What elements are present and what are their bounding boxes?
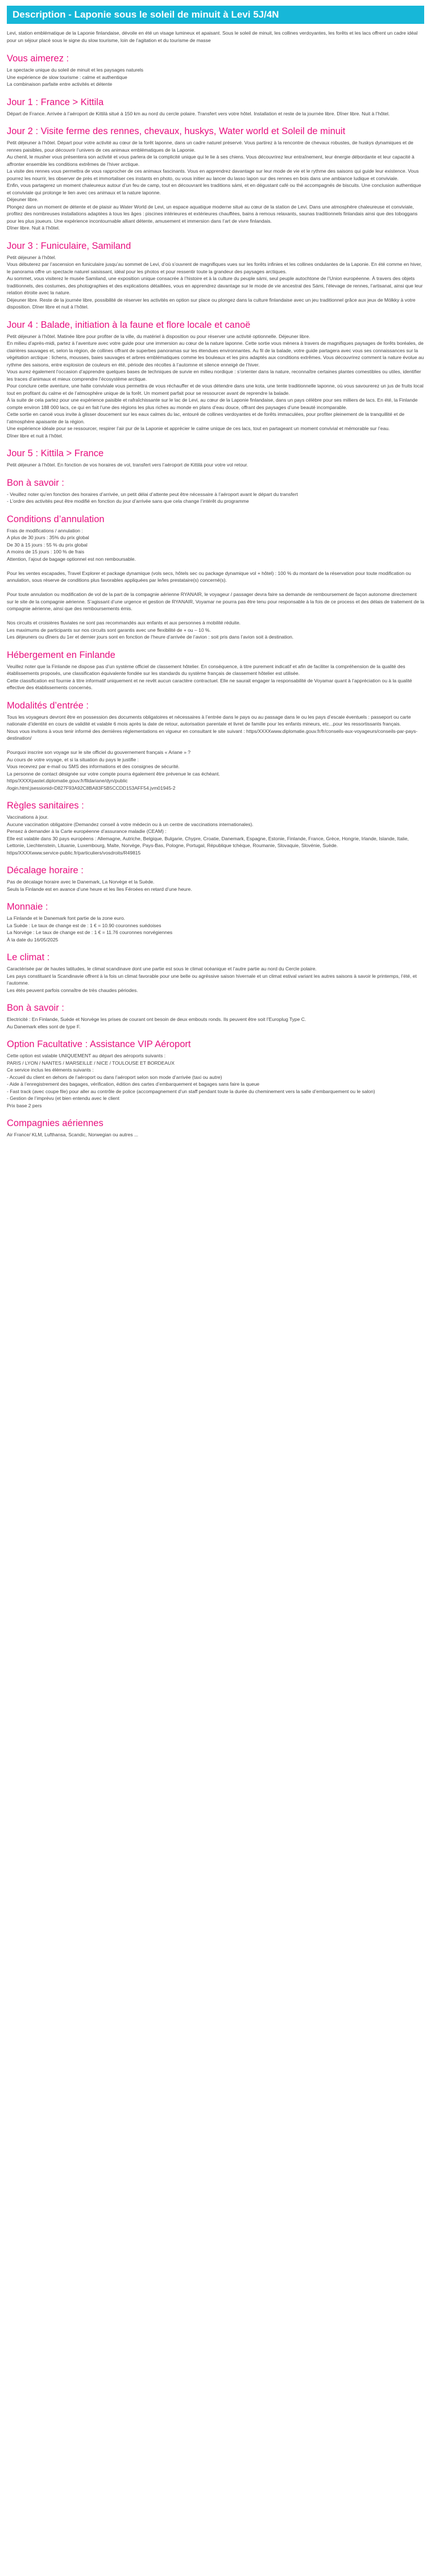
- text-line: Petit déjeuner à l’hôtel. Matinée libre pour profiter de la ville, du matériel à disposition ou pour réserver une activité optionnelle. Déjeuner libre.: [7, 333, 310, 339]
- text-line: Dîner libre. Nuit à l’hôtel.: [7, 225, 60, 231]
- section: [7, 801, 424, 856]
- text-line: À la suite de cela partez pour une expérience paisible et rafraîchissante sur le lac de Levi, au cœur de la Laponie finlandaise, dans un pays célèbre pour ses milliers de lacs. En été, la Finlande compte environ 188 000 lacs, ce qui en fait l’une des régions les plus riches au monde en plans d’eau douce, offrant des paysages d’une beauté incomparable.: [7, 397, 418, 410]
- text-line: Electricité : En Finlande, Suède et Norvège les prises de courant ont besoin de deux embouts ronds. Ils peuvent être soit l’Europlug Type C.: [7, 1016, 306, 1022]
- section-title: Jour 3 : Funiculaire, Samiland: [7, 240, 131, 251]
- section: [7, 241, 424, 311]
- text-line: Tous les voyageurs devront être en possession des documents obligatoires et nécessaires à l’entrée dans le pays ou au passage dans le ou les pays d’escale éventuels : passeport ou carte nationale d’identité en cours de validité et valable 6 mois après la date de retour, autorisation parentale et livret de famille pour les enfants mineurs, etc...pour les ressortissants français.: [7, 714, 411, 727]
- text-line: Pensez à demander à la Carte européenne d’assurance maladie (CEAM) :: [7, 828, 167, 834]
- text-line: https/XXXXpastel.diplomatie.gouv.fr/fildariane/dyn/public: [7, 778, 128, 783]
- section-title: Le climat :: [7, 952, 50, 962]
- section-body: [7, 714, 424, 792]
- section: [7, 1039, 424, 1109]
- section-body: [7, 1052, 424, 1109]
- section-title: Jour 4 : Balade, initiation à la faune et flore locale et canoë: [7, 319, 251, 330]
- text-line: Au chenil, le musher vous présentera son activité et vous parlera de la complicité unique qui le lie à ses chiens. Vous découvrirez leur entraînement, leur énergie débordante et leur capacité à affronter ensemble les conditions extrêmes de l’hiver arctique.: [7, 154, 415, 167]
- text-line: - Veuillez noter qu’en fonction des horaires d’arrivée, un petit délai d’attente peut être nécessaire à l’aéroport avant le départ du transfert: [7, 491, 298, 497]
- section: [7, 478, 424, 505]
- section: [7, 865, 424, 893]
- text-line: Déjeuner libre.: [7, 197, 39, 202]
- section: [7, 902, 424, 943]
- section-title: Jour 2 : Visite ferme des rennes, chevaux, huskys, Water world et Soleil de minuit: [7, 126, 346, 136]
- text-line: Vaccinations à jour.: [7, 814, 49, 820]
- section-body: [7, 527, 424, 641]
- text-line: Déjeuner libre. Reste de la journée libre, possibilité de réserver les activités en option sur place ou plongez dans la culture finlandaise avec un jeu traditionnel grâce aux jeux de Mölkky à votre disposition. Dîner libre et nuit à l’hôtel.: [7, 297, 416, 310]
- text-line: Au sommet, vous visiterez le musée Samiland, une exposition unique consacrée à l’histoire et à la culture du peuple sámi, seul peuple autochtone de l’Union européenne. À travers des objets traditionnels, des costumes, des photographies et des explications détaillées, vous en apprendrez davantage sur le mode de vie ancestral des Sámi, l’élevage de rennes, l’artisanat, ainsi que leur relation étroite avec la nature.: [7, 276, 423, 295]
- text-line: Ce service inclus les éléments suivants :: [7, 1067, 94, 1073]
- text-line: Pour les ventes escapades, Travel Explorer et package dynamique (vols secs, hôtels sec ou package dynamique vol + hôtel) : 100 % du montant de la réservation pour toute modification ou annulation, sous réserve de conditions plus favorables appliquées par le/les prestataire(s) concerné(s).: [7, 570, 411, 583]
- text-line: La visite des rennes vous permettra de vous rapprocher de ces animaux fascinants. Vous en apprendrez davantage sur leur mode de vie et le rythme des saisons qui guide leur existence. Vous pourrez les nourrir, les observer de près et immortaliser ces instants en photo, ou vous initier au lancer du lasso lapon sur des rennes en bois dans une ambiance ludique et conviviale.: [7, 168, 419, 181]
- section-title: Option Facultative : Assistance VIP Aéroport: [7, 1039, 191, 1049]
- text-line: Au Danemark elles sont de type F.: [7, 1023, 81, 1029]
- text-line: Petit déjeuner à l’hôtel.: [7, 254, 56, 260]
- text-line: En milieu d’après-midi, partez à l’aventure avec votre guide pour une immersion au cœur de la nature laponne. Cette sortie vous mènera à travers de magnifiques paysages de forêts boréales, de clairières sauvages et, selon la région, de collines offrant de superbes panoramas sur les étendues environnantes. Au fil de la balade, votre guide partagera avec vous ses connaissances sur la végétation arctique : lichens, mousses, baies sauvages et arbres emblématiques comme les bouleaux et les pins adaptés aux conditions extrêmes. Vous découvrirez comment la nature évolue au rythme des saisons, entre explosion de couleurs en été, période des récoltes à l’automne et silence enneigé de l’hiver.: [7, 340, 424, 368]
- text-line: Nos circuits et croisières fluviales ne sont pas recommandés aux enfants et aux personnes à mobilité réduite.: [7, 620, 241, 626]
- page: [0, 0, 431, 1153]
- section-title: Bon à savoir :: [7, 477, 64, 488]
- text-line: La Suède : Le taux de change est de : 1 € = 10.90 couronnes suédoises: [7, 922, 161, 928]
- text-line: La Finlande et le Danemark font partie de la zone euro.: [7, 915, 125, 921]
- section: [7, 448, 424, 469]
- sections-container: [7, 53, 424, 1139]
- section-body: [7, 814, 424, 856]
- section-body: [7, 110, 424, 118]
- section: [7, 650, 424, 691]
- text-line: Petit déjeuner à l’hôtel. Départ pour votre activité au cœur de la forêt laponne, dans un cadre naturel préservé. Vous partirez à la rencontre de chevaux robustes, de huskys dynamiques et de rennes paisibles, pour découvrir l’univers de ces animaux emblématiques de la Laponie.: [7, 140, 413, 153]
- section-title: Conditions d’annulation: [7, 514, 105, 524]
- page-title: Description - Laponie sous le soleil de minuit à Levi 5J/4N: [7, 6, 424, 24]
- section-body: [7, 878, 424, 893]
- text-line: Le spectacle unique du soleil de minuit et les paysages naturels: [7, 67, 144, 73]
- section-title: Bon à savoir :: [7, 1003, 64, 1013]
- section-title: Vous aimerez :: [7, 53, 69, 64]
- text-line: Cette classification est fournie à titre informatif uniquement et ne revêt aucun caractère contractuel. Elle ne saurait engager la responsabilité de Voyamar quant à l’appréciation ou à la qualité effective des établissements concernés.: [7, 677, 412, 690]
- section-title: Monnaie :: [7, 902, 48, 912]
- text-line: Nous vous invitons à vous tenir informé des dernières réglementations en vigueur en consultant le site suivant : https/XXXXwww.diplomatie.gouv.fr/fr/conseils-aux-voyageurs/conseils-par-pays-destination/: [7, 728, 418, 741]
- section-body: [7, 663, 424, 691]
- section-body: [7, 491, 424, 505]
- text-line: Les déjeuners ou dîners du 1er et dernier jours sont en fonction de l’heure d’arrivée de l’avion : soit pris dans l’avion soit à destination.: [7, 634, 294, 640]
- text-line: Caractérisée par de hautes latitudes, le climat scandinave dont une partie est sous le climat océanique et l’autre partie au nord du Cercle polaire.: [7, 966, 317, 972]
- text-line: Veuillez noter que la Finlande ne dispose pas d’un système officiel de classement hôtelier. En conséquence, à titre purement indicatif et afin de faciliter la compréhension de la qualité des établissements proposés, une classification équivalente fondée sur les standards du système français de classement hôtelier est utilisée.: [7, 663, 405, 676]
- text-line: - Aide à l’enregistrement des bagages, vérification, édition des cartes d’embarquement et bagages sans faire la queue: [7, 1081, 260, 1087]
- text-line: Vous recevrez par e-mail ou SMS des informations et des consignes de sécurité.: [7, 764, 180, 769]
- spacer-line: [7, 584, 424, 591]
- spacer-line: [7, 742, 424, 749]
- section: [7, 1118, 424, 1139]
- text-line: Départ de France. Arrivée à l’aéroport de Kittilä situé à 150 km au nord du cercle polaire. Transfert vers votre hôtel. Installation et reste de la journée libre. Dîner libre. Nuit à l’hôtel.: [7, 110, 390, 116]
- text-line: La combinaison parfaite entre activités et détente: [7, 81, 113, 87]
- section-title: Règles sanitaires :: [7, 801, 84, 811]
- section-title: Jour 1 : France > Kittila: [7, 97, 104, 107]
- text-line: Prix base 2 pers: [7, 1102, 42, 1108]
- section-title: Décalage horaire :: [7, 865, 84, 876]
- text-line: Aucune vaccination obligatoire (Demandez conseil à votre médecin ou à un centre de vaccinations internationales).: [7, 821, 254, 827]
- section: [7, 952, 424, 994]
- text-line: Une expérience idéale pour se ressourcer, respirer l’air pur de la Laponie et apprécier le calme unique de ces lacs, tout en partageant un moment convivial et mémorable sur l’eau.: [7, 426, 390, 431]
- section-body: [7, 66, 424, 88]
- section: [7, 53, 424, 88]
- text-line: Pourquoi inscrire son voyage sur le site officiel du gouvernement français « Ariane » ?: [7, 749, 191, 755]
- section-body: [7, 915, 424, 943]
- text-line: Elle est valable dans 30 pays européens : Allemagne, Autriche, Belgique, Bulgarie, Chypre, Croatie, Danemark, Espagne, Estonie, Finlande, France, Grèce, Hongrie, Irlande, Islande, Italie, Lettonie, Liechtenstein, Lituanie, Luxembourg, Malte, Norvège, Pays-Bas, Pologne, Portugal, République tchèque, Roumanie, Slovaquie, Slovénie, Suède.: [7, 835, 409, 848]
- section-body: [7, 1016, 424, 1030]
- text-line: A moins de 15 jours : 100 % de frais: [7, 549, 85, 555]
- text-line: Dîner libre et nuit à l’hôtel.: [7, 432, 63, 439]
- section-body: [7, 254, 424, 311]
- text-line: Les maximums de participants sur nos circuits sont garantis avec une flexibilité de + ou – 10 %.: [7, 627, 211, 633]
- text-line: Plongez dans un moment de détente et de plaisir au Water World de Levi, un espace aquatique moderne situé au cœur de la station de Levi. Dans une atmosphère chaleureuse et conviviale, profitez des nombreuses installations adaptées à tous les âges : piscines intérieures et extérieures chauffées, bains à remous relaxants, saunas traditionnels finlandais ainsi que des toboggans pour les plus joueurs. Une expérience incontournable alliant détente, amusement et immersion dans l’art de vivre finlandais.: [7, 203, 418, 224]
- text-line: PARIS / LYON / NANTES / MARSEILLE / NICE / TOULOUSE ET BORDEAUX: [7, 1060, 175, 1066]
- text-line: - Accueil du client en dehors de l’aéroport ou dans l’aéroport selon son mode d’arrivée (taxi ou autre): [7, 1074, 222, 1080]
- spacer-line: [7, 562, 424, 570]
- section-body: [7, 1131, 424, 1139]
- section-body: [7, 461, 424, 469]
- section: [7, 701, 424, 792]
- section-title: Compagnies aériennes: [7, 1118, 103, 1128]
- text-line: https/XXXXwww.service-public.fr/particuliers/vosdroits/R49815: [7, 849, 141, 856]
- section-title: Jour 5 : Kittila > France: [7, 448, 104, 458]
- section-title: Hébergement en Finlande: [7, 649, 115, 660]
- text-line: Frais de modifications / annulation :: [7, 527, 83, 533]
- text-line: Les étés peuvent parfois connaître de très chaudes périodes.: [7, 987, 138, 993]
- text-line: La personne de contact désignée sur votre compte pourra également être prévenue le cas échéant.: [7, 770, 220, 777]
- text-line: À la date du 16/05/2025: [7, 936, 59, 943]
- text-line: - L’ordre des activités peut être modifié en fonction du jour d’arrivée sans que cela change l’intérêt du programme: [7, 498, 249, 504]
- text-line: Au cours de votre voyage, et si la situation du pays le justifie :: [7, 756, 139, 762]
- text-line: - Gestion de l’imprévu (et bien entendu avec le client: [7, 1095, 119, 1101]
- text-line: Pour conclure cette aventure, une halte conviviale vous permettra de vous réchauffer et de vous détendre dans une kota, une tente traditionnelle laponne, où vous savourerez un jus de fruits local tout en profitant du calme et de l’atmosphère unique de la forêt. Un moment parfait pour se ressourcer avant de reprendre la balade.: [7, 383, 424, 396]
- section-body: [7, 139, 424, 232]
- text-line: Vous aurez également l’occasion d’apprendre quelques bases de techniques de survie en milieu nordique : s’orienter dans la nature, reconnaître certaines plantes comestibles ou utiles, identifier les traces d’animaux et mieux comprendre l’écosystème arctique.: [7, 369, 421, 382]
- text-line: /login.html;jsessionid=D827F93A92C8BA83F5B5CCDD153AFF54.jvm01945-2: [7, 785, 176, 791]
- section: [7, 126, 424, 232]
- text-line: Une expérience de slow tourisme : calme et authentique: [7, 74, 127, 80]
- text-line: Les pays constituant la Scandinavie offrent à la fois un climat favorable pour une belle ou agréssive saison hivernale et un climat estival variant les autres saisons à savoir le printemps, l’été, et l’automne.: [7, 973, 417, 986]
- section: [7, 514, 424, 641]
- section-body: [7, 333, 424, 440]
- text-line: Cette option est valable UNIQUEMENT au départ des aéroports suivants :: [7, 1053, 166, 1058]
- text-line: A plus de 30 jours : 35% du prix global: [7, 535, 89, 540]
- text-line: Pas de décalage horaire avec le Danemark, La Norvège et la Suède.: [7, 879, 155, 885]
- text-line: Vous débuterez par l’ascension en funiculaire jusqu’au sommet de Levi, d’où s’ouvrent de magnifiques vues sur les forêts infinies et les collines ondulantes de la Laponie. En été comme en hiver, le panorama offre un spectacle naturel saisissant, idéal pour les photos et pour ressentir toute la grandeur des paysages arctiques.: [7, 261, 422, 274]
- intro-text: Levi, station emblématique de la Laponie finlandaise, dévoile en été un visage lumineux et apaisant. Sous le soleil de minuit, les collines verdoyantes, les forêts et les lacs offrent un cadre idéal pour un séjour placé sous le signe du slow tourisme, loin de l’agitation et du tourisme de masse: [7, 30, 418, 43]
- text-line: Attention, l’ajout de bagage optionnel est non remboursable.: [7, 556, 136, 562]
- text-line: Air France/ KLM, Lufthansa, Scandic, Norwegian ou autres ...: [7, 1132, 139, 1137]
- section-body: [7, 965, 424, 994]
- section: [7, 97, 424, 118]
- text-line: Seuls la Finlande est en avance d’une heure et les îles Féroées en retard d’une heure.: [7, 886, 192, 892]
- text-line: Petit déjeuner à l’hôtel. En fonction de vos horaires de vol, transfert vers l’aéroport de Kittilä pour votre vol retour.: [7, 462, 248, 468]
- text-line: Enfin, vous partagerez un moment chaleureux autour d’un feu de camp, tout en découvrant les traditions sámi, et en dégustant café ou thé accompagnés de biscuits. Une conclusion authentique et conviviale qui prolonge le lien avec ces animaux et la nature laponne.: [7, 182, 421, 195]
- text-line: De 30 à 15 jours : 55 % du prix global: [7, 541, 88, 548]
- spacer-line: [7, 612, 424, 620]
- text-line: - Fast track (avec coupe file) pour aller au contrôle de police (accompagnement d’un staff pendant toute la durée du cheminement vers la salle d’embarquement ou le salon): [7, 1088, 375, 1094]
- text-line: Pour toute annulation ou modification de vol de la part de la compagnie aérienne RYANAIR, le voyageur / passager devra faire sa demande de remboursement de façon autonome directement sur le site de la compagnie aérienne. S’agissant d’une urgence et gestion de RYANAIR, Voyamar ne pourra pas être tenu pour responsable à la fois de ce process et des délais de traitement de la compagnie aérienne, ainsi que des remboursements émis.: [7, 591, 424, 611]
- section: [7, 1003, 424, 1030]
- section: [7, 320, 424, 440]
- text-line: Cette sortie en canoë vous invite à glisser doucement sur les eaux calmes du lac, entouré de collines verdoyantes et de forêts immaculées, pour profiter pleinement de la tranquillité et de l’atmosphère apaisante de la région.: [7, 411, 405, 424]
- text-line: La Norvège : Le taux de change est de : 1 € = 11.76 couronnes norvégiennes: [7, 929, 173, 935]
- section-title: Modalités d’entrée :: [7, 700, 89, 711]
